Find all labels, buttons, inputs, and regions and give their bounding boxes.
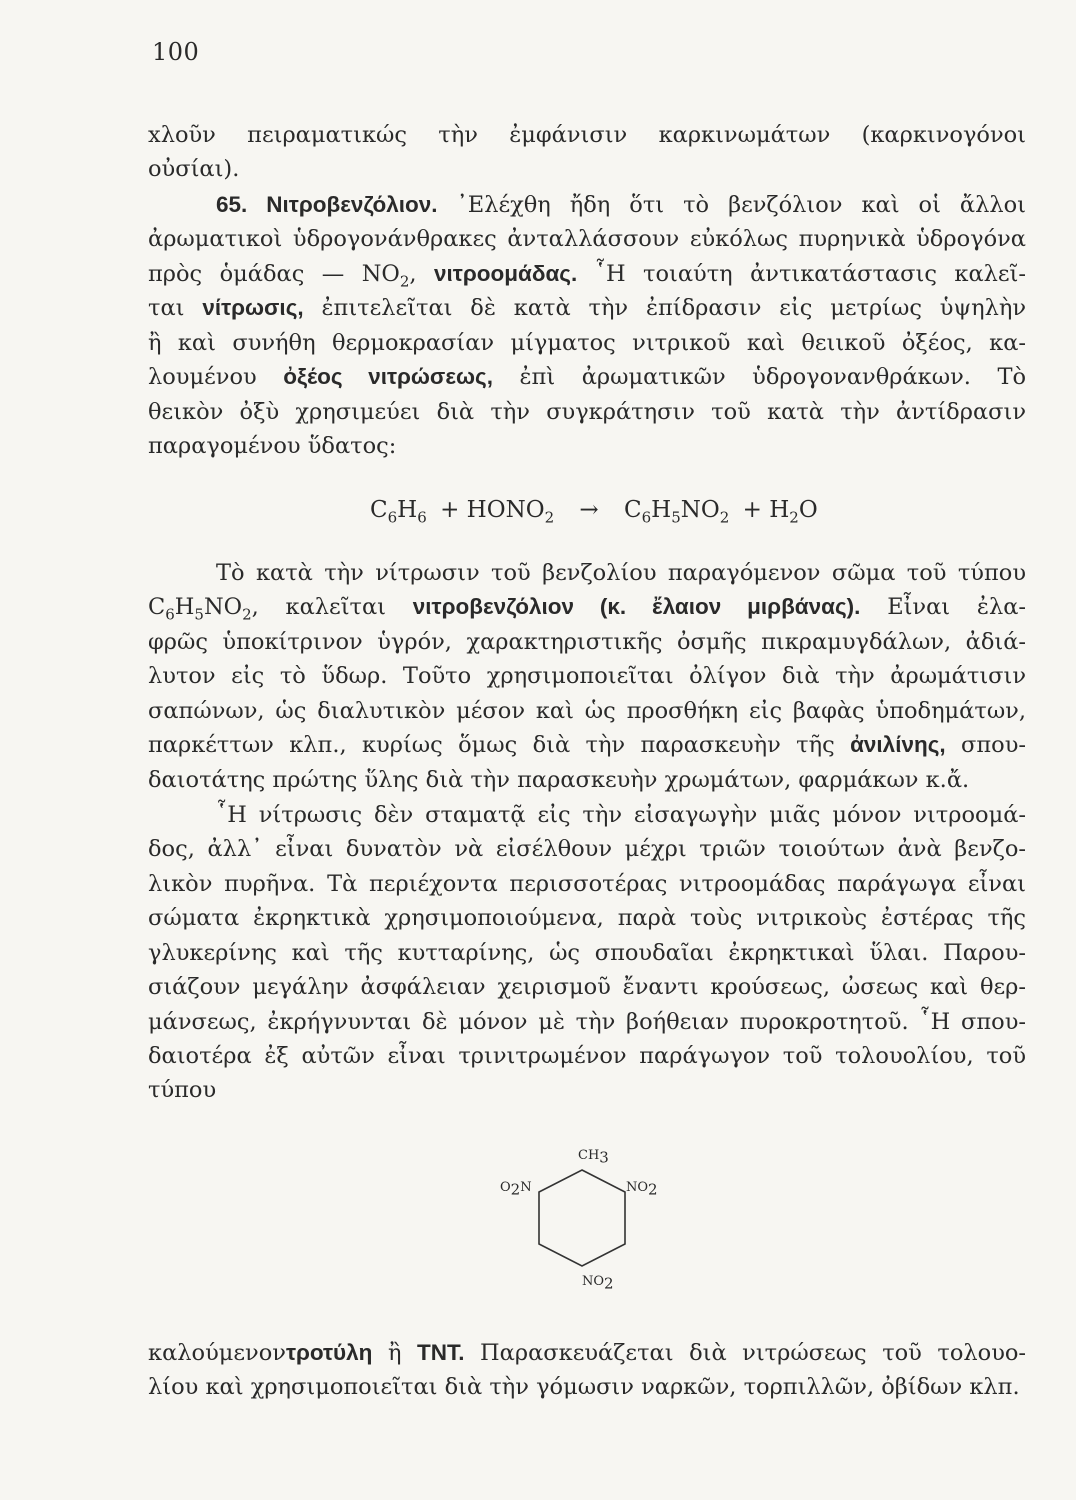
text-line: δαιοτάτης πρώτης ὕλης διὰ τὴν παρασκευὴν χρωμάτων, φαρμάκων κ.ἄ.: [148, 766, 970, 793]
chemical-equation: $C_6H_6$ + $HONO_2 \to C_6H_5NO_2 + H_2O$: [370, 497, 818, 527]
section-heading-line: [148, 188, 1026, 222]
paragraph-intro: [148, 118, 1026, 187]
reaction-arrow: →: [579, 497, 599, 523]
section-65: [148, 188, 1026, 463]
text-span: ᾿Ελέχθη ἤδη ὅτι τὸ βενζόλιον καὶ οἱ ἄλλοι: [456, 192, 1026, 218]
term-nitration: νίτρωσις,: [202, 295, 304, 321]
text-line: καλούμενοντροτύλη ἢ TNT. Παρασκευάζεται διὰ νιτρώσεως τοῦ τολουο-: [148, 1340, 1027, 1366]
term-aniline: ἀνιλίνης,: [850, 732, 946, 758]
text-line: σαπώνων, ὡς διαλυτικὸν μέσον καὶ ὡς προσθήκη εἰς βαφὰς ὑποδημάτων,: [148, 697, 1026, 724]
paragraph-nitration-extent: [148, 798, 1026, 1108]
text-line: γλυκερίνης καὶ τῆς κυτταρίνης, ὡς σπουδαῖαι ἐκρηκτικαὶ ὕλαι. Παρου-: [148, 939, 1026, 966]
term-nitro-groups: νιτροομάδας.: [434, 260, 578, 286]
text-line: σιάζουν μεγάλην ἀσφάλειαν χειρισμοῦ ἔναντι κρούσεως, ὠσεως καὶ θερ-: [148, 974, 1026, 1001]
text-line: ῟Η νίτρωσις δὲν σταματᾷ εἰς τὴν εἰσαγωγὴν μιᾶς μόνον νιτροομά-: [216, 802, 1026, 828]
page-number: 100: [152, 38, 200, 66]
text-line: πρὸς ὁμάδας — $NO_2$, νιτροομάδας. ῟Η τοιαύτη ἀντικατάστασις καλεῖ-: [148, 260, 1026, 291]
term-tnt: TNT.: [417, 1340, 465, 1365]
formula: $C_6H_5NO_2$: [148, 594, 252, 624]
text-line: δαιοτέρα ἐξ αὐτῶν εἶναι τρινιτρωμένον παράγωγον τοῦ τολουολίου, τοῦ: [148, 1042, 1026, 1069]
text-line: $C_6H_5NO_2$, καλεῖται νιτροβενζόλιον (κ. ἔλαιον μιρβάνας). Εἶναι ἐλα-: [148, 594, 1027, 624]
text-line: τύπου: [148, 1077, 217, 1104]
text-line: θεικὸν ὀξὺ χρησιμεύει διὰ τὴν συγκράτησιν τοῦ κατὰ τὴν ἀντίδρασιν: [148, 398, 1026, 425]
text-line: λικὸν πυρῆνα. Τὰ περιέχοντα περισσοτέρας νιτροομάδας παράγωγα εἶναι: [148, 870, 1026, 897]
text-line: λυτον εἰς τὸ ὕδωρ. Τοῦτο χρησιμοποιεῖται ὀλίγον διὰ τὴν ἀρωμάτισιν: [148, 663, 1026, 690]
tnt-structure: [490, 1138, 680, 1318]
term-trotyl: τροτύλη: [285, 1340, 373, 1365]
benzene-ring: [490, 1138, 680, 1318]
text-line: ται νίτρωσις, ἐπιτελεῖται δὲ κατὰ τὴν ἐπίδρασιν εἰς μετρίως ὑψηλὴν: [148, 295, 1026, 322]
substituent-methyl: $CH_3$: [578, 1148, 609, 1167]
text-line: λίου καὶ χρησιμοποιεῖται διὰ τὴν γόμωσιν ναρκῶν, τορπιλλῶν, ὀβίδων κλπ.: [148, 1374, 1020, 1401]
text-line: δος, ἀλλ᾿ εἶναι δυνατὸν νὰ εἰσέλθουν μέχρι τριῶν τοιούτων ἀνὰ βενζο-: [148, 836, 1026, 863]
term-nitrating-acid: ὀξέος νιτρώσεως,: [283, 364, 493, 390]
paragraph-nitrobenzene: [148, 556, 1026, 797]
substituent-nitro-right: $NO_2$: [626, 1180, 658, 1199]
text-line: παραγομένου ὕδατος:: [148, 432, 397, 459]
text-line: ἀρωματικοὶ ὑδρογονάνθρακες ἀνταλλάσσουν εὐκόλως πυρηνικὰ ὑδρογόνα: [148, 226, 1026, 253]
paragraph-tnt: [148, 1336, 1026, 1405]
text-line: παρκέττων κλπ., κυρίως ὅμως διὰ τὴν παρασκευὴν τῆς ἀνιλίνης, σπου-: [148, 732, 1027, 759]
text-line: λουμένου ὀξέος νιτρώσεως, ἐπὶ ἀρωματικῶν ὑδρογονανθράκων. Τὸ: [148, 364, 1026, 391]
section-number: 65.: [216, 192, 248, 217]
substituent-nitro-bottom: $NO_2$: [582, 1274, 614, 1293]
text-line: μάνσεως, ἐκρήγνυνται δὲ μόνον μὲ τὴν βοήθειαν πυροκροτητοῦ. ῟Η σπου-: [148, 1008, 1026, 1035]
section-title: Νιτροβενζόλιον.: [266, 192, 438, 217]
text-line: σώματα ἐκρηκτικὰ χρησιμοποιούμενα, παρὰ τοὺς νιτρικοὺς ἐστέρας τῆς: [148, 905, 1026, 932]
text-line: Τὸ κατὰ τὴν νίτρωσιν τοῦ βενζολίου παραγόμενον σῶμα τοῦ τύπου: [216, 560, 1026, 586]
text-line: ἢ καὶ συνήθη θερμοκρασίαν μίγματος νιτρικοῦ καὶ θειικοῦ ὀξέος, κα-: [148, 329, 1026, 356]
text-line: οὐσίαι).: [148, 156, 240, 183]
substituent-nitro-left: $O_2N$: [500, 1180, 532, 1199]
text-line: φρῶς ὑποκίτρινον ὑγρόν, χαρακτηριστικῆς ὀσμῆς πικραμυγδάλων, ἀδιά-: [148, 628, 1026, 655]
term-nitrobenzene: νιτροβενζόλιον (κ. ἔλαιον μιρβάνας).: [412, 594, 861, 620]
text-line: хλοῦν πειραματικώς τὴν ἐμφάνισιν καρκινωμάτων (καρκινογόνοι: [148, 122, 1026, 148]
